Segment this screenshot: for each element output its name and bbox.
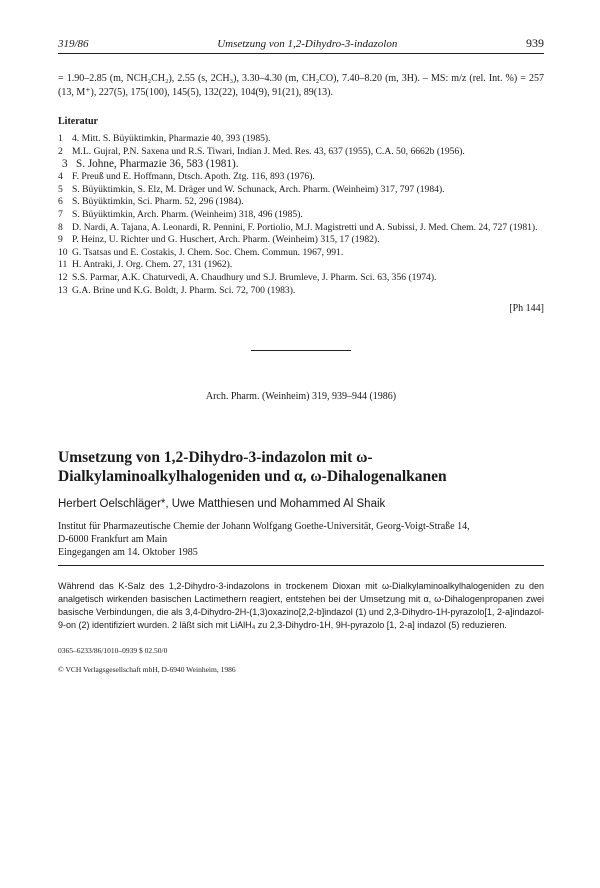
manuscript-code: [Ph 144] bbox=[509, 303, 544, 315]
reference-item: 1 4. Mitt. S. Büyüktimkin, Pharmazie 40, 393 (1985). bbox=[58, 133, 271, 144]
header-title: Umsetzung von 1,2-Dihydro-3-indazolon bbox=[217, 38, 398, 50]
horizontal-rule bbox=[58, 565, 544, 566]
affiliation-institute: Institut für Pharmazeutische Chemie der Johann Wolfgang Goethe-Universität, Georg-Voigt-Straße 14, bbox=[58, 521, 470, 533]
journal-citation: Arch. Pharm. (Weinheim) 319, 939–944 (1986) bbox=[205, 391, 397, 403]
issn-line: 0365–6233/86/1010–0939 $ 02.50/0 bbox=[58, 646, 168, 656]
reference-item: 2 M.L. Gujral, P.N. Saxena und R.S. Tiwari, Indian J. Med. Res. 43, 637 (1955), C.A. 50, 6662b (1956). bbox=[58, 145, 465, 157]
header-issue: 319/86 bbox=[58, 38, 89, 50]
article-title: Umsetzung von 1,2-Dihydro-3-indazolon mit ω-Dialkylaminoalkylhalogeniden und α, ω-Dihalogenalkanen bbox=[58, 449, 447, 486]
reference-item: 8 D. Nardi, A. Tajana, A. Leonardi, R. Pennini, F. Portiolio, M.J. Magistretti und A. Subissi, J. Med. Chem. 24, 727 (1981). bbox=[58, 221, 538, 233]
affiliation-block bbox=[58, 520, 544, 559]
spectroscopy-data: = 1.90–2.85 (m, NCH₂CH₂), 2.55 (s, 2CH₃), 3.30–4.30 (m, CH₂CO), 7.40–8.20 (m, 3H). – MS: m/z (rel. Int. %) = 257 (13, M⁺), 227(5), 175(100), 145(5), 132(22), 104(9), 91(21), 89(13). bbox=[58, 73, 544, 98]
received-date: Eingegangen am 14. Oktober 1985 bbox=[58, 547, 198, 559]
affiliation-city: D-6000 Frankfurt am Main bbox=[58, 534, 168, 546]
reference-item: 10 G. Tsatsas und E. Costakis, J. Chem. Soc. Chem. Commun. 1967, 991. bbox=[58, 246, 344, 258]
reference-item: 11 H. Antraki, J. Org. Chem. 27, 131 (1962). bbox=[58, 259, 233, 271]
section-divider bbox=[251, 350, 351, 351]
journal-page bbox=[58, 36, 544, 674]
reference-item: 12 S.S. Parmar, A.K. Chaturvedi, A. Chaudhury und S.J. Brumleve, J. Pharm. Sci. 63, 356 (1974). bbox=[58, 271, 437, 283]
reference-item: 6 S. Büyüktimkin, Sci. Pharm. 52, 296 (1984). bbox=[58, 196, 244, 208]
abstract: Während das K-Salz des 1,2-Dihydro-3-indazolons in trockenem Dioxan mit ω-Dialkylaminoalkylhalogeniden zu den analgetisch wirkenden basischen Lactimethern reagiert, entstehen bei der Umsetzung mit α, ω-Dihalogenpropanen zwei basische Verbindungen, die als 3,4-Dihydro-2H-(1,3)oxazino[2,2-b]indazol (1) und 2,3-Dihydro-1H-pyrazolo[1, 2-a]indazol-9-on (2) identifiziert wurden. 2 läßt sich mit LiAlH₄ zu 2,3-Dihydro-1H, 9H-pyrazolo [1, 2-a] indazol (5) reduzieren. bbox=[58, 581, 544, 631]
author-line: Herbert Oelschläger*, Uwe Matthiesen und Mohammed Al Shaik bbox=[58, 498, 386, 511]
page-number: 939 bbox=[525, 36, 544, 50]
reference-item: 3 S. Johne, Pharmazie 36, 583 (1981). bbox=[62, 158, 239, 171]
reference-item: 13 G.A. Brine und K.G. Boldt, J. Pharm. Sci. 72, 700 (1983). bbox=[58, 284, 296, 296]
literature-heading: Literatur bbox=[58, 116, 98, 127]
copyright-line: © VCH Verlagsgesellschaft mbH, D-6940 Weinheim, 1986 bbox=[58, 665, 236, 675]
reference-item: 7 S. Büyüktimkin, Arch. Pharm. (Weinheim) 318, 496 (1985). bbox=[58, 208, 303, 220]
reference-item: 5 S. Büyüktimkin, S. Elz, M. Dräger und W. Schunack, Arch. Pharm. (Weinheim) 317, 797 (1984). bbox=[58, 183, 445, 195]
reference-list bbox=[58, 133, 544, 297]
reference-item: 9 P. Heinz, U. Richter und G. Huschert, Arch. Pharm. (Weinheim) 315, 17 (1982). bbox=[58, 234, 380, 246]
running-header bbox=[58, 36, 544, 54]
reference-item: 4 F. Preuß und E. Hoffmann, Dtsch. Apoth. Ztg. 116, 893 (1976). bbox=[58, 171, 315, 183]
